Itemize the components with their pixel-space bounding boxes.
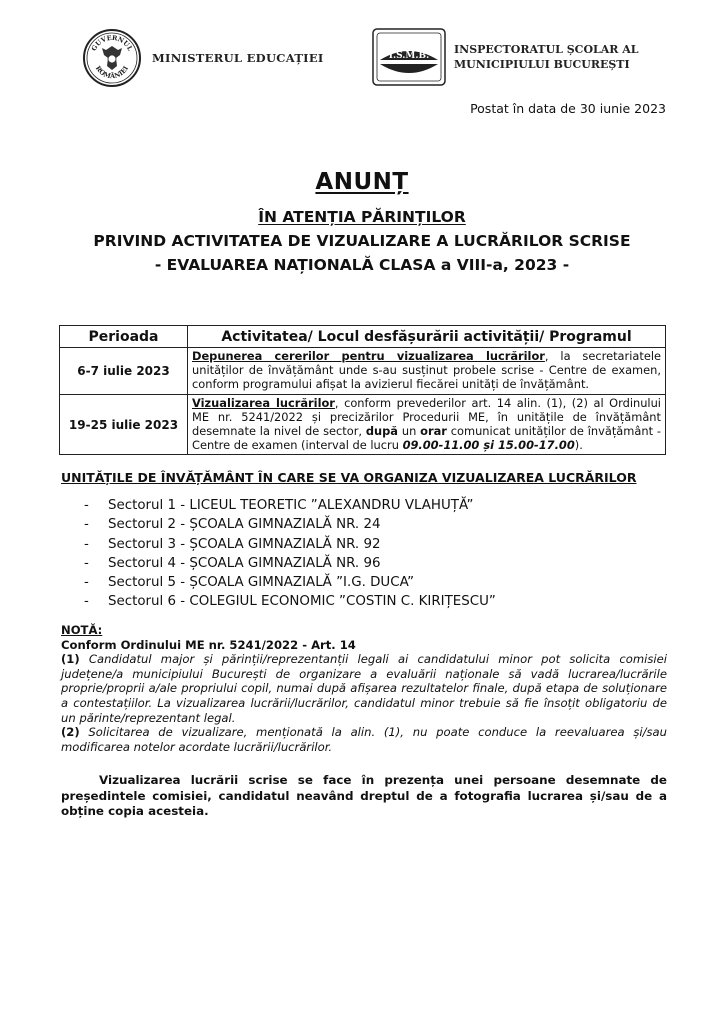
ismb-logo-icon: [372, 28, 446, 86]
ministry-name: MINISTERUL EDUCAȚIEI: [152, 51, 324, 65]
table-row: [60, 394, 666, 455]
title-evaluation: - EVALUAREA NAȚIONALĂ CLASA a VIII-a, 2023 -: [154, 256, 570, 274]
activity-text: , la secretariatele unităților de învățământ unde s-au susținut probele scrise - Centre de examen, conform programului afișat la avizierul fiecărei unități de învățământ.: [192, 349, 661, 392]
bullet-dash: -: [84, 517, 89, 533]
list-item: [84, 592, 496, 611]
row-activity: [188, 394, 666, 455]
note-paragraph-1: [61, 652, 667, 725]
inspectorate-line-2: MUNICIPIULUI BUCUREȘTI: [454, 58, 630, 71]
title-attention: ÎN ATENȚIA PĂRINȚILOR: [258, 208, 466, 226]
note-reference: Conform Ordinului ME nr. 5241/2022 - Art. 14: [61, 637, 356, 652]
note-heading: NOTĂ:: [61, 623, 103, 637]
activity-text: ).: [574, 438, 583, 453]
activity-text: comunicat unităților de învățământ - Centre de examen (interval de lucru: [192, 424, 661, 453]
activity-lead: Depunerea cererilor pentru vizualizarea lucrărilor: [192, 349, 545, 363]
unit-text: Sectorul 3 - ȘCOALA GIMNAZIALĂ NR. 92: [108, 536, 381, 552]
inspectorate-header: [372, 28, 639, 86]
government-seal-icon: [82, 28, 142, 88]
final-paragraph: Vizualizarea lucrării scrise se face în prezența unei persoane desemnate de președintele comisiei, candidatul neavând dreptul de a fotografia lucrarea și/sau de a obține copia acesteia.: [61, 773, 667, 818]
list-item: [84, 535, 496, 554]
unit-text: Sectorul 2 - ȘCOALA GIMNAZIALĂ NR. 24: [108, 517, 381, 533]
activity-bold: după: [365, 424, 398, 439]
svg-text:GUVERNUL: GUVERNUL: [89, 33, 135, 53]
note-p1-text: Candidatul major și părinții/reprezentanții legali ai candidatului minor pot solicita comisiei județene/a municipiului București de organizare a evaluării naționale să vadă lucrarea/lucrările proprie/proprii a/ale propriului copil, numai după afișarea rezultatelor finale, după etapa de soluționare a contestațiilor. La vizualizarea lucrării/lucrărilor, candidatul minor trebuie să fie însoțit obligatoriu de un părinte/reprezentant legal.: [61, 652, 667, 725]
inspectorate-name: [454, 42, 639, 72]
posted-date: Postat în data de 30 iunie 2023: [470, 101, 666, 116]
list-item: [84, 515, 496, 534]
unit-text: Sectorul 6 - COLEGIUL ECONOMIC ”COSTIN C. KIRIȚESCU”: [108, 594, 496, 610]
list-item: [84, 554, 496, 573]
bullet-dash: -: [84, 575, 89, 591]
table-row: [60, 348, 666, 395]
bullet-dash: -: [84, 536, 89, 552]
row-period: 19-25 iulie 2023: [60, 394, 188, 455]
row-period: 6-7 iulie 2023: [60, 348, 188, 395]
title-anunt: ANUNȚ: [315, 169, 409, 195]
list-item: [84, 496, 496, 515]
units-list: [84, 496, 496, 612]
unit-text: Sectorul 4 - ȘCOALA GIMNAZIALĂ NR. 96: [108, 555, 381, 571]
schedule-table: [59, 325, 666, 455]
svg-text:ROMÂNIEI: ROMÂNIEI: [93, 64, 131, 81]
row-activity: [188, 348, 666, 395]
activity-hours: 09.00-11.00 și 15.00-17.00: [402, 438, 575, 453]
activity-text: , conform prevederilor art. 14 alin. (1), (2) al Ordinului ME nr. 5241/2022 și precizărilor Procedurii ME, în unitățile de învățământ desemnate la nivel de sector,: [192, 395, 661, 439]
table-header-row: [60, 326, 666, 348]
note-p1-number: (1): [61, 652, 80, 667]
note-p2-text: Solicitarea de vizualizare, menționată la alin. (1), nu poate conduce la reevaluarea și/sau modificarea notelor acordate lucrării/lucrărilor.: [61, 725, 667, 754]
svg-text:I.S.M.B.: I.S.M.B.: [388, 51, 430, 61]
title-subject: PRIVIND ACTIVITATEA DE VIZUALIZARE A LUCRĂRILOR SCRISE: [93, 232, 631, 250]
bullet-dash: -: [84, 594, 89, 610]
units-heading: UNITĂȚILE DE ÎNVĂȚĂMÂNT ÎN CARE SE VA ORGANIZA VIZUALIZAREA LUCRĂRILOR: [61, 470, 637, 485]
note-paragraph-2: [61, 725, 667, 754]
note-section: [61, 623, 667, 754]
inspectorate-line-1: INSPECTORATUL ȘCOLAR AL: [454, 43, 639, 56]
list-item: [84, 573, 496, 592]
ministry-header: [82, 28, 324, 88]
activity-text: un: [397, 424, 421, 439]
activity-bold: orar: [420, 424, 447, 439]
activity-lead: Vizualizarea lucrărilor: [192, 395, 335, 410]
note-p2-number: (2): [61, 725, 80, 740]
bullet-dash: -: [84, 555, 89, 571]
unit-text: Sectorul 1 - LICEUL TEORETIC ”ALEXANDRU VLAHUȚĂ”: [108, 498, 474, 513]
bullet-dash: -: [84, 498, 89, 513]
header-activity: Activitatea/ Locul desfășurării activității/ Programul: [188, 326, 666, 348]
header-period: Perioada: [60, 326, 188, 348]
unit-text: Sectorul 5 - ȘCOALA GIMNAZIALĂ ”I.G. DUCA”: [108, 575, 415, 591]
